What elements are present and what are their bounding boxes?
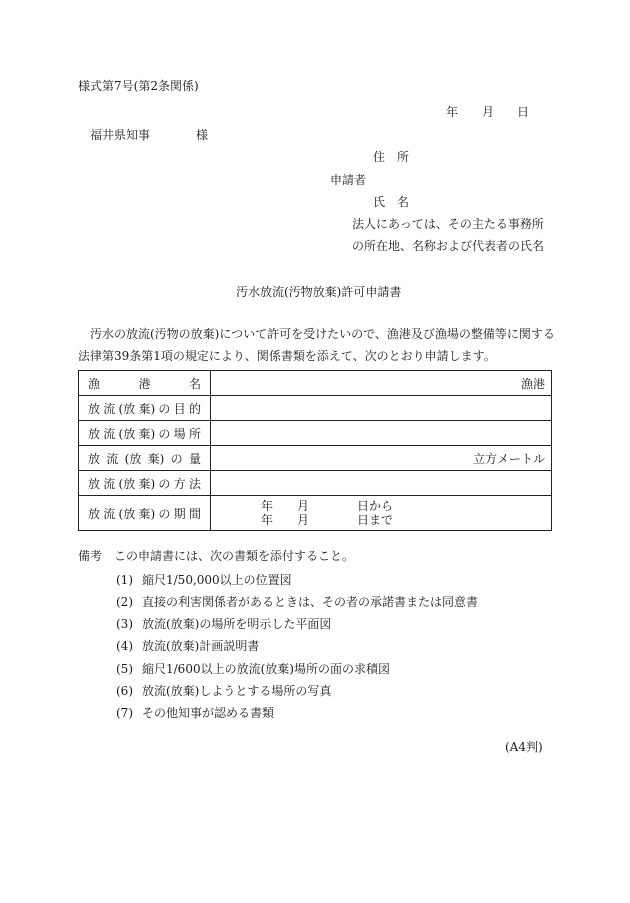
note-text: 放流(放棄)計画説明書 [142,639,260,653]
table-row [79,471,552,496]
paper-size: (A4判) [505,740,543,754]
label-location: 放 流 (放 棄) の 場 所 [79,421,211,446]
table-row [79,371,552,396]
volume-unit: 立方メートル [472,452,545,466]
notes-heading: 備考 [78,549,103,563]
body-text-line-1: 汚水の放流(汚物の放棄)について許可を受けたいので、漁港及び漁場の整備等に関する [90,327,555,341]
body-text-line-2: 法律第39条第1項の規定により、関係書類を添えて、次のとおり申請します。 [78,349,496,363]
addressee-suffix: 様 [196,128,209,142]
period-from: 年 月 日から [261,499,393,513]
method-field[interactable] [211,471,552,496]
note-num: (2) [116,595,133,609]
note-num: (6) [116,684,133,698]
corporate-note-2: の所在地、名称および代表者の氏名 [352,239,545,253]
harbor-name-field[interactable] [211,371,552,396]
note-text: 縮尺1/600以上の放流(放棄)場所の面の求積図 [142,662,390,676]
label-period: 放 流 (放 棄) の 期 間 [79,496,211,531]
date-day: 日 [517,105,530,119]
form-number: 様式第7号(第2条関係) [78,79,199,93]
document-title: 汚水放流(汚物放棄)許可申請書 [236,285,402,299]
note-text: 縮尺1/50,000以上の位置図 [142,573,292,587]
note-text: 放流(放棄)しようとする場所の写真 [142,684,332,698]
harbor-suffix: 漁港 [520,377,545,391]
note-num: (3) [116,617,133,631]
period-field[interactable] [211,496,552,531]
addressee-name: 福井県知事 [90,128,151,142]
table-row [79,446,552,471]
label-harbor-name: 漁 港 名 [79,371,211,396]
period-to: 年 月 日まで [261,513,393,527]
location-field[interactable] [211,421,552,446]
applicant-label: 申請者 [330,173,367,187]
note-num: (4) [116,639,133,653]
date-year: 年 [446,105,459,119]
purpose-field[interactable] [211,396,552,421]
date-month: 月 [482,105,495,119]
note-num: (5) [116,662,133,676]
address-label: 住 所 [373,150,410,164]
note-num: (1) [116,573,133,587]
table-row [79,396,552,421]
label-purpose: 放 流 (放 棄) の 目 的 [79,396,211,421]
note-text: 放流(放棄)の場所を明示した平面図 [142,617,332,631]
note-text: その他知事が認める書類 [142,706,275,720]
table-row [79,421,552,446]
note-text: 直接の利害関係者があるときは、その者の承諾書または同意書 [142,595,479,609]
corporate-note-1: 法人にあっては、その主たる事務所 [352,217,544,231]
label-method: 放 流 (放 棄) の 方 法 [79,471,211,496]
table-row [79,496,552,531]
volume-field[interactable] [211,446,552,471]
name-label: 氏 名 [373,195,410,209]
note-num: (7) [116,706,133,720]
notes-intro: この申請書には、次の書類を添付すること。 [114,549,355,563]
label-volume: 放 流 (放 棄) の 量 [79,446,211,471]
application-table [78,370,552,531]
